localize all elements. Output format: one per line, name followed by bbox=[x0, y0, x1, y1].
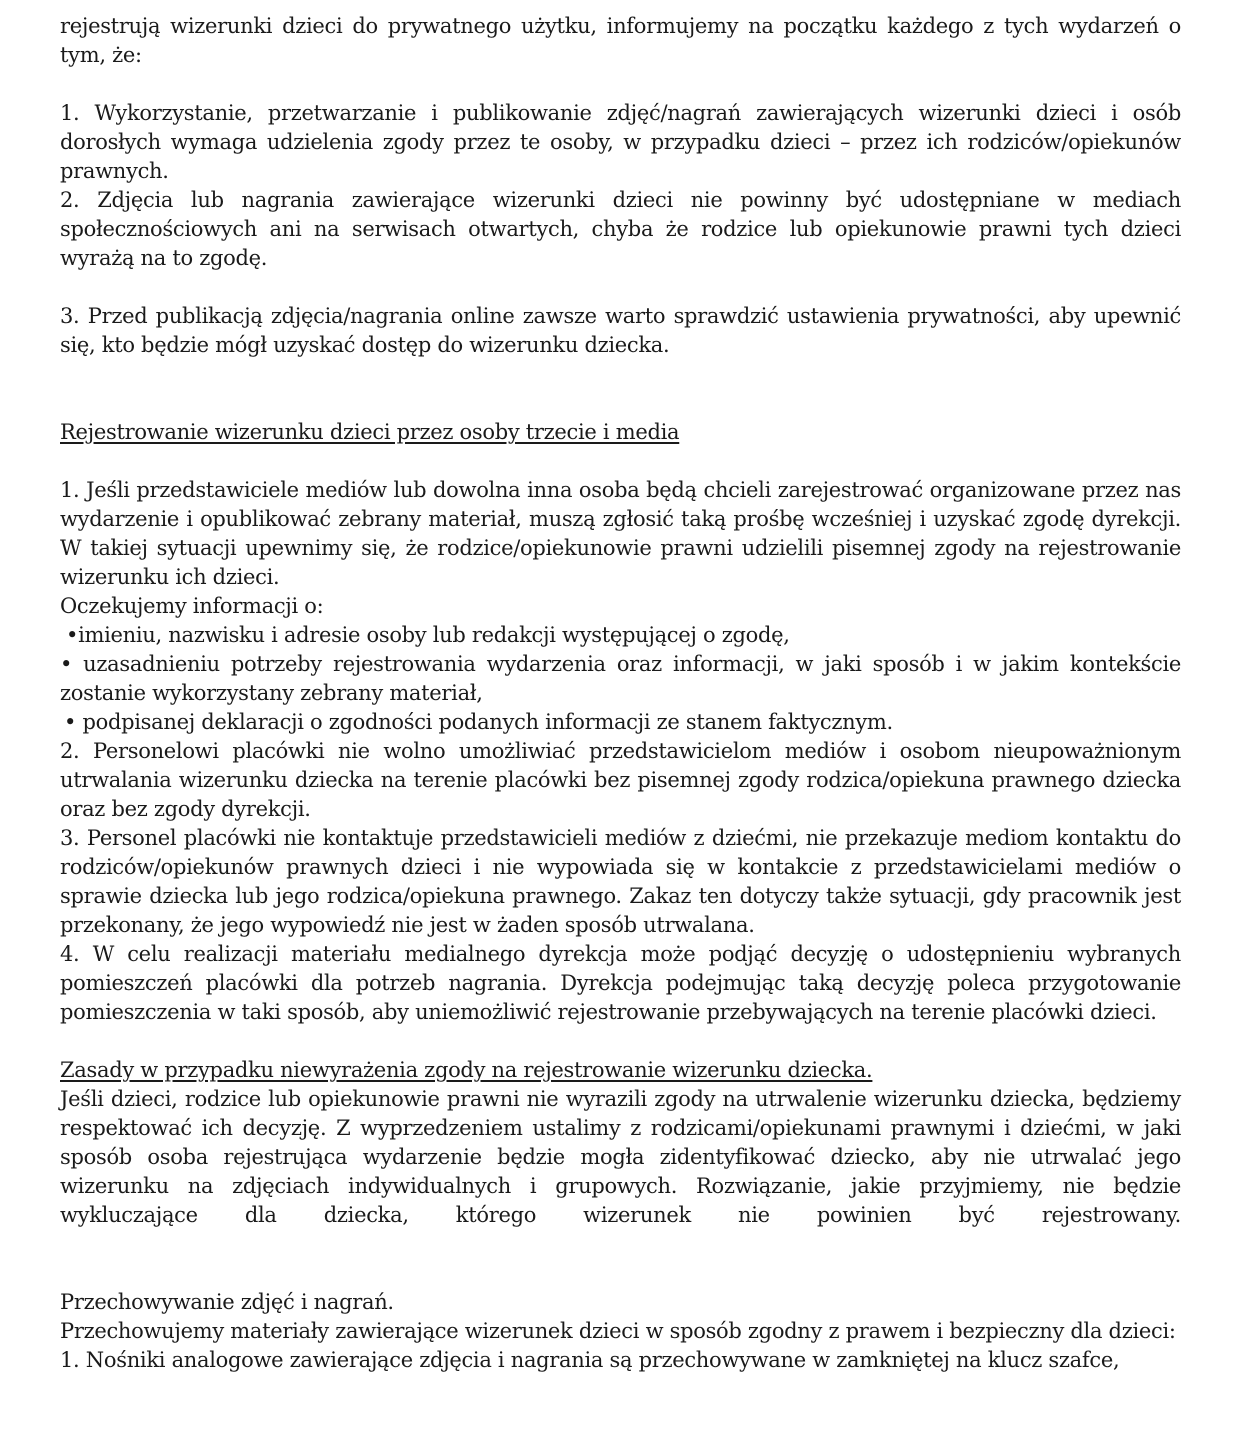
consent-item-3: 3. Przed publikacją zdjęcia/nagrania online zawsze warto sprawdzić ustawienia prywatności, aby upewnić się, kto będzie mógł uzyskać dostęp do wizerunku dziecka. bbox=[60, 304, 1181, 357]
blank-line bbox=[60, 360, 1181, 389]
blank-line bbox=[60, 447, 1181, 476]
media-item-2: 2. Personelowi placówki nie wolno umożliwiać przedstawicielom mediów i osobom nieupoważnionym utrwalania wizerunku dziecka na terenie placówki bez pisemnej zgody rodzica/opiekuna prawnego dziecka oraz bez zgody dyrekcji. bbox=[60, 739, 1181, 821]
blank-line bbox=[60, 1259, 1181, 1288]
blank-line bbox=[60, 1230, 1181, 1259]
media-item-1: 1. Jeśli przedstawiciele mediów lub dowolna inna osoba będą chcieli zarejestrować organizowane przez nas wydarzenie i opublikować zebrany materiał, muszą zgłosić taką prośbę wcześniej i uzyskać zgodę dyrekcji. W takiej sytuacji upewnimy się, że rodzice/opiekunowie prawni udzielili pisemnej zgody na rejestrowanie wizerunku ich dzieci. bbox=[60, 478, 1181, 589]
intro-paragraph: rejestrują wizerunki dzieci do prywatnego użytku, informujemy na początku każdego z tych wydarzeń o tym, że: bbox=[60, 14, 1181, 67]
consent-item-2: 2. Zdjęcia lub nagrania zawierające wizerunki dzieci nie powinny być udostępniane w mediach społecznościowych ani na serwisach otwartych, chyba że rodzice lub opiekunowie prawni tych dzieci wyrażą na to zgodę. bbox=[60, 188, 1181, 270]
consent-item-1: 1. Wykorzystanie, przetwarzanie i publikowanie zdjęć/nagrań zawierających wizerunki dzieci i osób dorosłych wymaga udzielenia zgody przez te osoby, w przypadku dzieci – przez ich rodziców/opiekunów prawnych. bbox=[60, 101, 1181, 183]
blank-line bbox=[60, 273, 1181, 302]
info-intro-line: Oczekujemy informacji o: bbox=[60, 594, 324, 618]
storage-item-1: 1. Nośniki analogowe zawierające zdjęcia i nagrania są przechowywane w zamkniętej na klucz szafce, bbox=[60, 1348, 1120, 1372]
blank-line bbox=[60, 1027, 1181, 1056]
bullet-item-3: • podpisanej deklaracji o zgodności podanych informacji ze stanem faktycznym. bbox=[64, 710, 893, 734]
bullet-item-2: • uzasadnieniu potrzeby rejestrowania wydarzenia oraz informacji, w jaki sposób i w jakim kontekście zostanie wykorzystany zebrany materiał, bbox=[60, 652, 1181, 705]
bullet-item-1: •imieniu, nazwisku i adresie osoby lub redakcji występującej o zgodę, bbox=[66, 623, 790, 647]
no-consent-paragraph: Jeśli dzieci, rodzice lub opiekunowie prawni nie wyrazili zgody na utrwalenie wizerunku dziecka, będziemy respektować ich decyzję. Z wyprzedzeniem ustalimy z rodzicami/opiekunami prawnymi i dziećmi, w jaki sposób osoba rejestrująca wydarzenie będzie mogła zidentyfikować dziecko, aby nie utrwalać jego wizerunku na zdjęciach indywidualnych i grupowych. Rozwiązanie, jakie przyjmiemy, nie będzie wykluczające dla dziecka, którego wizerunek nie powinien być rejestrowany. bbox=[60, 1087, 1181, 1227]
section-heading-no-consent: Zasady w przypadku niewyrażenia zgody na rejestrowanie wizerunku dziecka. bbox=[60, 1058, 873, 1082]
media-item-3: 3. Personel placówki nie kontaktuje przedstawicieli mediów z dziećmi, nie przekazuje mediom kontaktu do rodziców/opiekunów prawnych dzieci i nie wypowiada się w kontakcie z przedstawicielami mediów o sprawie dziecka lub jego rodzica/opiekuna prawnego. Zakaz ten dotyczy także sytuacji, gdy pracownik jest przekonany, że jego wypowiedź nie jest w żaden sposób utrwalana. bbox=[60, 826, 1181, 937]
storage-intro-paragraph: Przechowujemy materiały zawierające wizerunek dzieci w sposób zgodny z prawem i bezpieczny dla dzieci: bbox=[60, 1319, 1176, 1343]
media-item-4: 4. W celu realizacji materiału medialnego dyrekcja może podjąć decyzję o udostępnieniu wybranych pomieszczeń placówki dla potrzeb nagrania. Dyrekcja podejmując taką decyzję poleca przygotowanie pomieszczenia w taki sposób, aby uniemożliwić rejestrowanie przebywających na terenie placówki dzieci. bbox=[60, 942, 1181, 1024]
storage-heading: Przechowywanie zdjęć i nagrań. bbox=[60, 1290, 394, 1314]
blank-line bbox=[60, 389, 1181, 418]
section-heading-media: Rejestrowanie wizerunku dzieci przez osoby trzecie i media bbox=[60, 420, 680, 444]
blank-line bbox=[60, 70, 1181, 99]
